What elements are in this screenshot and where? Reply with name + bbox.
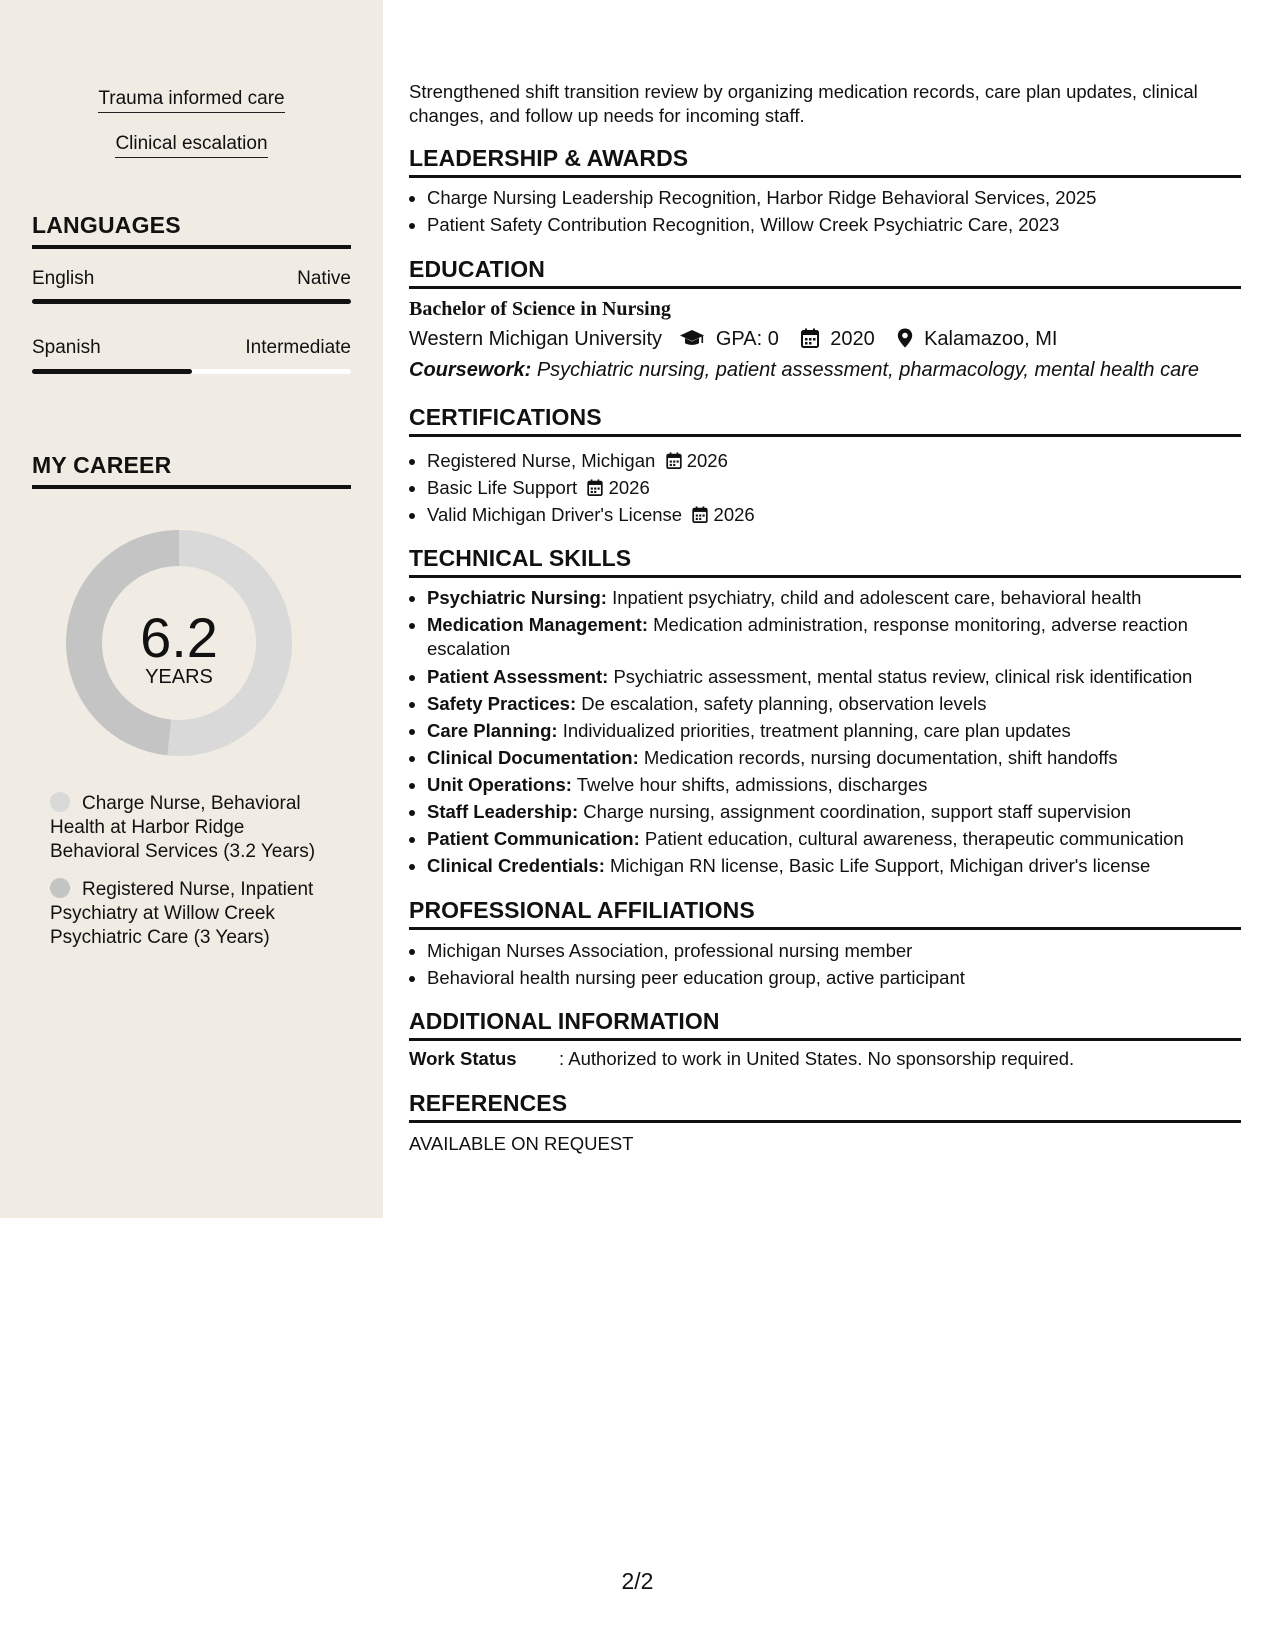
calendar-icon bbox=[666, 452, 682, 469]
list-item: • Registered Nurse, Michigan 2026 bbox=[427, 447, 1259, 474]
graduation-year: 2020 bbox=[830, 328, 875, 350]
list-item: • Basic Life Support 2026 bbox=[427, 474, 1259, 501]
gpa: GPA: 0 bbox=[715, 328, 779, 350]
degree-title: Bachelor of Science in Nursing bbox=[409, 298, 671, 320]
sidebar bbox=[0, 0, 383, 1218]
technical-skills-heading: TECHNICAL SKILLS bbox=[409, 545, 1241, 578]
list-item: • Safety Practices: De escalation, safety planning, observation levels bbox=[427, 690, 1237, 717]
language-proficiency-bar bbox=[32, 369, 351, 374]
list-item: • Michigan Nurses Association, professional nursing member bbox=[427, 937, 1259, 964]
list-item: • Charge Nursing Leadership Recognition, Harbor Ridge Behavioral Services, 2025 bbox=[427, 184, 1259, 211]
language-proficiency-fill bbox=[32, 299, 351, 304]
certifications-list bbox=[409, 447, 1259, 528]
skill-tag: Trauma informed care bbox=[0, 88, 383, 113]
additional-info-heading: ADDITIONAL INFORMATION bbox=[409, 1008, 1241, 1041]
certifications-heading: CERTIFICATIONS bbox=[409, 404, 1241, 437]
location-pin-icon bbox=[897, 328, 913, 348]
references-heading: REFERENCES bbox=[409, 1090, 1241, 1123]
leadership-heading: LEADERSHIP & AWARDS bbox=[409, 145, 1241, 178]
language-proficiency-fill bbox=[32, 369, 192, 374]
career-donut-chart bbox=[66, 530, 292, 756]
affiliations-list bbox=[409, 937, 1259, 991]
language-level: Intermediate bbox=[245, 337, 351, 358]
list-item: • Clinical Documentation: Medication records, nursing documentation, shift handoffs bbox=[427, 744, 1237, 771]
education-details bbox=[409, 328, 1057, 351]
calendar-icon bbox=[801, 328, 819, 348]
school-name: Western Michigan University bbox=[409, 328, 663, 350]
school-location: Kalamazoo, MI bbox=[924, 328, 1058, 350]
list-item: • Staff Leadership: Charge nursing, assignment coordination, support staff supervision bbox=[427, 798, 1237, 825]
list-item: • Care Planning: Individualized priorities, treatment planning, care plan updates bbox=[427, 717, 1237, 744]
career-heading: MY CAREER bbox=[32, 452, 351, 489]
language-name: Spanish bbox=[32, 337, 101, 358]
languages-heading: LANGUAGES bbox=[32, 212, 351, 249]
list-item: • Patient Safety Contribution Recognition, Willow Creek Psychiatric Care, 2023 bbox=[427, 211, 1259, 238]
list-item: • Psychiatric Nursing: Inpatient psychiatry, child and adolescent care, behavioral health bbox=[427, 584, 1237, 611]
career-legend-item: Registered Nurse, Inpatient Psychiatry at Willow Creek Psychiatric Care (3 Years) bbox=[50, 879, 314, 948]
graduation-cap-icon bbox=[679, 328, 705, 348]
leadership-list bbox=[409, 184, 1259, 238]
skill-tag: Clinical escalation bbox=[0, 133, 383, 158]
legend-dot bbox=[50, 878, 70, 898]
education-heading: EDUCATION bbox=[409, 256, 1241, 289]
list-item: • Behavioral health nursing peer education group, active participant bbox=[427, 964, 1259, 991]
experience-bullet-continuation: Strengthened shift transition review by organizing medication records, care plan updates, clinical changes, and follow up needs for incoming staff. bbox=[409, 81, 1198, 126]
calendar-icon bbox=[692, 506, 708, 523]
language-proficiency-bar bbox=[32, 299, 351, 304]
list-item: • Patient Assessment: Psychiatric assessment, mental status review, clinical risk identification bbox=[427, 663, 1237, 690]
career-years-label: YEARS bbox=[145, 666, 213, 688]
legend-dot bbox=[50, 792, 70, 812]
affiliations-heading: PROFESSIONAL AFFILIATIONS bbox=[409, 897, 1241, 930]
list-item: • Valid Michigan Driver's License 2026 bbox=[427, 501, 1259, 528]
coursework: Coursework: Psychiatric nursing, patient assessment, pharmacology, mental health care bbox=[409, 359, 1199, 381]
list-item: • Patient Communication: Patient education, cultural awareness, therapeutic communication bbox=[427, 825, 1237, 852]
language-name: English bbox=[32, 268, 95, 289]
language-level: Native bbox=[297, 268, 351, 289]
career-total-years: 6.2 bbox=[140, 606, 218, 669]
technical-skills-list bbox=[409, 584, 1237, 879]
calendar-icon bbox=[587, 479, 603, 496]
work-status: Work Status : Authorized to work in United States. No sponsorship required. bbox=[409, 1048, 1075, 1069]
references-text: AVAILABLE ON REQUEST bbox=[409, 1133, 634, 1154]
career-legend-item: Charge Nurse, Behavioral Health at Harbor Ridge Behavioral Services (3.2 Years) bbox=[50, 793, 316, 862]
page-number: 2/2 bbox=[621, 1568, 654, 1594]
list-item: • Unit Operations: Twelve hour shifts, admissions, discharges bbox=[427, 771, 1237, 798]
list-item: • Clinical Credentials: Michigan RN license, Basic Life Support, Michigan driver's license bbox=[427, 852, 1237, 879]
list-item: • Medication Management: Medication administration, response monitoring, adverse reaction escalation bbox=[427, 611, 1237, 663]
